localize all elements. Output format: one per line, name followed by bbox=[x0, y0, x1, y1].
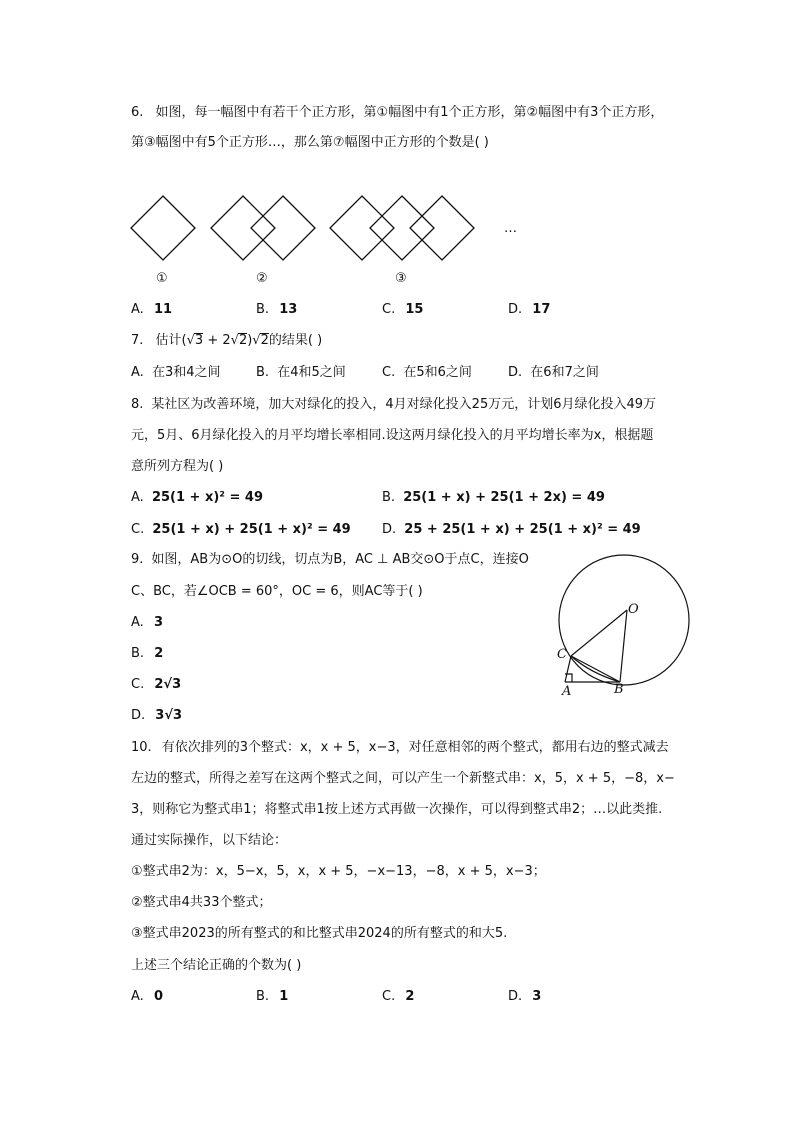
q6-squares-figure bbox=[125, 190, 525, 270]
q7-option-a[interactable]: A. 在3和4之间 bbox=[131, 365, 221, 380]
q6-line1 bbox=[131, 104, 663, 122]
q8-option-a[interactable]: A. 25(1 + x)² = 49 bbox=[131, 490, 264, 505]
fig-label-3: ③ bbox=[395, 271, 407, 286]
q8-option-d[interactable]: D. 25 + 25(1 + x) + 25(1 + x)² = 49 bbox=[382, 522, 641, 537]
q7-option-b[interactable]: B. 在4和5之间 bbox=[256, 365, 346, 380]
q7-number: 7. bbox=[131, 333, 144, 348]
q9-line2: C、BC，若∠OCB = 60°，OC = 6，则AC等于( ) bbox=[131, 584, 423, 599]
q10-line6: ②整式串4共33个整式； bbox=[131, 895, 272, 910]
q6-option-d[interactable]: D. 17 bbox=[508, 302, 551, 317]
q6-text-1: 如图，每一幅图中有若干个正方形，第①幅图中有1个正方形，第②幅图中有3个正方形， bbox=[155, 105, 664, 120]
label-o: O bbox=[628, 602, 639, 617]
fig1-square bbox=[131, 196, 195, 260]
fig3-square-1 bbox=[330, 196, 394, 260]
q9-line1: 9. 如图，AB为⊙O的切线，切点为B，AC ⊥ AB交⊙O于点C，连接O bbox=[131, 552, 529, 567]
q7-line: 7. 估计(√3 + 2√2)√2的结果( ) bbox=[131, 333, 323, 348]
segment-ob bbox=[620, 610, 627, 682]
fig-label-1: ① bbox=[156, 271, 168, 286]
q8-line2: 元，5月、6月绿化投入的月平均增长率相同.设这两月绿化投入的月平均增长率为x，根据题 bbox=[131, 428, 654, 443]
q10-line8: 上述三个结论正确的个数为( ) bbox=[131, 958, 302, 973]
q9-option-c[interactable]: C. 2√3 bbox=[131, 677, 182, 692]
q10-option-d[interactable]: D. 3 bbox=[508, 989, 542, 1004]
q10-option-c[interactable]: C. 2 bbox=[382, 989, 415, 1004]
q8-line3: 意所列方程为( ) bbox=[131, 459, 224, 474]
q6-number: 6. bbox=[131, 105, 144, 120]
label-b: B bbox=[614, 682, 624, 697]
q10-line5: ①整式串2为：x，5−x，5，x，x + 5，−x−13，−8，x + 5，x−3； bbox=[131, 864, 546, 879]
q8-line1: 8. 某社区为改善环境，加大对绿化的投入，4月对绿化投入25万元，计划6月绿化投入49万 bbox=[131, 397, 657, 412]
label-c: C bbox=[557, 647, 567, 662]
q10-option-b[interactable]: B. 1 bbox=[256, 989, 289, 1004]
fig-label-2: ② bbox=[256, 271, 268, 286]
q6-ellipsis: … bbox=[504, 221, 517, 236]
q10-line4: 通过实际操作，以下结论： bbox=[131, 833, 288, 848]
q6-option-a[interactable]: A. 11 bbox=[131, 302, 173, 317]
q10-line2: 左边的整式，所得之差写在这两个整式之间，可以产生一个新整式串：x，5，x + 5，−8，x− bbox=[131, 771, 675, 786]
fig2-square-2 bbox=[251, 196, 315, 260]
q10-line1: 10. 有依次排列的3个整式：x，x + 5，x−3，对任意相邻的两个整式，都用右边的整式减去 bbox=[131, 740, 669, 755]
fig3-square-3 bbox=[410, 196, 474, 260]
q6-line2: 第③幅图中有5个正方形…，那么第⑦幅图中正方形的个数是( ) bbox=[131, 135, 489, 150]
q6-option-c[interactable]: C. 15 bbox=[382, 302, 424, 317]
q10-option-a[interactable]: A. 0 bbox=[131, 989, 163, 1004]
q10-number: 10. bbox=[131, 740, 152, 755]
q8-number: 8. bbox=[131, 397, 144, 412]
q10-line7: ③整式串2023的所有整式的和比整式串2024的所有整式的和大5. bbox=[131, 926, 508, 941]
q8-option-c[interactable]: C. 25(1 + x) + 25(1 + x)² = 49 bbox=[131, 522, 351, 537]
q7-option-c[interactable]: C. 在5和6之间 bbox=[382, 365, 472, 380]
q8-option-b[interactable]: B. 25(1 + x) + 25(1 + 2x) = 49 bbox=[382, 490, 605, 505]
fig2-square-1 bbox=[211, 196, 275, 260]
circle-o bbox=[559, 555, 689, 685]
q10-line3: 3，则称它为整式串1；将整式串1按上述方式再做一次操作，可以得到整式串2；…以此类推. bbox=[131, 802, 663, 817]
segment-oc bbox=[571, 610, 627, 656]
q9-option-d[interactable]: D. 3√3 bbox=[131, 708, 183, 723]
q9-circle-figure bbox=[550, 545, 700, 705]
q9-number: 9. bbox=[131, 552, 144, 567]
fig3-square-2 bbox=[370, 196, 434, 260]
q6-option-b[interactable]: B. 13 bbox=[256, 302, 298, 317]
q9-option-a[interactable]: A. 3 bbox=[131, 615, 163, 630]
q7-option-d[interactable]: D. 在6和7之间 bbox=[508, 365, 599, 380]
label-a: A bbox=[562, 684, 572, 699]
q9-option-b[interactable]: B. 2 bbox=[131, 646, 164, 661]
